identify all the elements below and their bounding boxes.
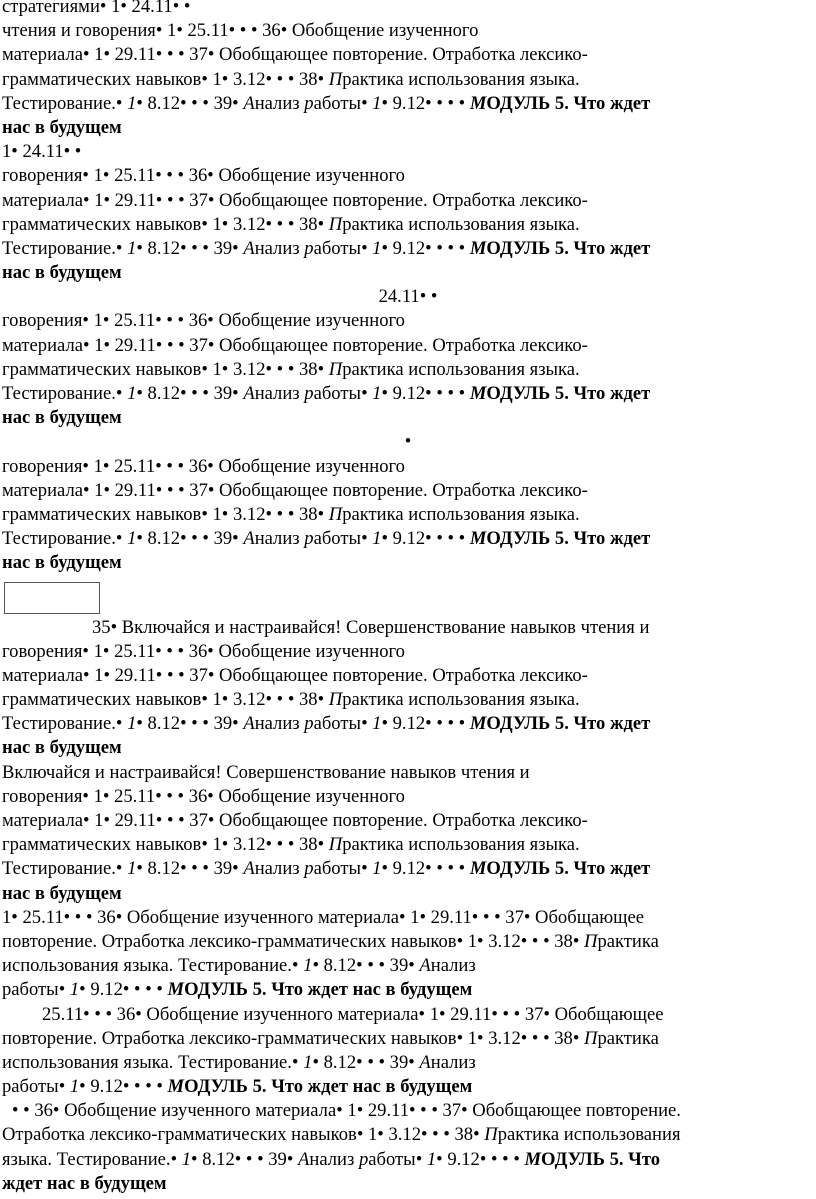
text-line: нас в будущем: [2, 882, 122, 904]
text-line: материала• 1• 29.11• • • 37• Обобщающее повторение. Отработка лексико-: [2, 810, 588, 831]
text-line: грамматических навыков• 1• 3.12• • • 38• Практика использования языка.: [2, 834, 580, 856]
text-line: говорения• 1• 25.11• • • 36• Обобщение изученного: [2, 455, 405, 477]
text-line: нас в будущем: [2, 552, 122, 574]
text-line: работы• 1• 9.12• • • • МОДУЛЬ 5. Что ждет нас в будущем: [2, 1076, 473, 1098]
text-line: использования языка. Тестирование.• 1• 8.12• • • 39• Анализ: [2, 955, 476, 977]
text-line: ждет нас в будущем: [2, 1172, 167, 1194]
text-line: чтения и говорения• 1• 25.11• • • 36• Обобщение изученного: [2, 20, 479, 42]
text-line: говорения• 1• 25.11• • • 36• Обобщение изученного: [2, 785, 405, 807]
text-line: языка. Тестирование.• 1• 8.12• • • 39• Анализ работы• 1• 9.12• • • • МОДУЛЬ 5. Что: [2, 1148, 661, 1170]
text-line: говорения• 1• 25.11• • • 36• Обобщение изученного: [2, 310, 405, 332]
text-line: нас в будущем: [2, 262, 122, 284]
text-line: говорения• 1• 25.11• • • 36• Обобщение изученного: [2, 165, 405, 187]
text-line: Отработка лексико-грамматических навыков• 1• 3.12• • • 38• Практика использования: [2, 1124, 681, 1146]
text-line: материала• 1• 29.11• • • 37• Обобщающее повторение. Отработка лексико-: [2, 664, 588, 686]
text-line: повторение. Отработка лексико-грамматических навыков• 1• 3.12• • • 38• Практика: [2, 930, 659, 952]
text-line: повторение. Отработка лексико-грамматических навыков• 1• 3.12• • • 38• Практика: [2, 1027, 659, 1049]
text-line: грамматических навыков• 1• 3.12• • • 38• Практика использования языка.: [2, 68, 580, 90]
text-line: материала• 1• 29.11• • • 37• Обобщающее повторение. Отработка лексико-: [2, 479, 588, 501]
text-line: нас в будущем: [2, 407, 122, 429]
text-line: грамматических навыков• 1• 3.12• • • 38• Практика использования языка.: [2, 689, 580, 711]
text-line: материала• 1• 29.11• • • 37• Обобщающее повторение. Отработка лексико-: [2, 44, 588, 66]
text-line: •: [404, 431, 412, 453]
document-page: [2, 0, 814, 1196]
text-line: Тестирование.• 1• 8.12• • • 39• Анализ работы• 1• 9.12• • • • МОДУЛЬ 5. Что ждет: [2, 383, 651, 404]
text-line: нас в будущем: [2, 116, 122, 138]
text-line: Тестирование.• 1• 8.12• • • 39• Анализ работы• 1• 9.12• • • • МОДУЛЬ 5. Что ждет: [2, 237, 651, 259]
text-line: Тестирование.• 1• 8.12• • • 39• Анализ работы• 1• 9.12• • • • МОДУЛЬ 5. Что ждет: [2, 528, 651, 550]
text-line: Включайся и настраивайся! Совершенствование навыков чтения и: [2, 761, 530, 783]
text-line: грамматических навыков• 1• 3.12• • • 38• Практика использования языка.: [2, 213, 580, 235]
text-line: стратегиями• 1• 24.11• •: [2, 0, 191, 17]
text-line: 35• Включайся и настраивайся! Совершенствование навыков чтения и: [92, 616, 650, 638]
text-line: Тестирование.• 1• 8.12• • • 39• Анализ работы• 1• 9.12• • • • МОДУЛЬ 5. Что ждет: [2, 92, 651, 114]
empty-image-frame: [4, 582, 100, 614]
text-line: нас в будущем: [2, 737, 122, 759]
text-line: говорения• 1• 25.11• • • 36• Обобщение изученного: [2, 640, 405, 662]
text-line: 25.11• • • 36• Обобщение изученного материала• 1• 29.11• • • 37• Обобщающее: [42, 1003, 664, 1025]
text-line: грамматических навыков• 1• 3.12• • • 38• Практика использования языка.: [2, 503, 580, 525]
text-line: материала• 1• 29.11• • • 37• Обобщающее повторение. Отработка лексико-: [2, 189, 588, 211]
text-line: материала• 1• 29.11• • • 37• Обобщающее повторение. Отработка лексико-: [2, 334, 588, 356]
text-line: Тестирование.• 1• 8.12• • • 39• Анализ работы• 1• 9.12• • • • МОДУЛЬ 5. Что ждет: [2, 713, 651, 735]
text-line: грамматических навыков• 1• 3.12• • • 38• Практика использования языка.: [2, 358, 580, 380]
text-line: использования языка. Тестирование.• 1• 8.12• • • 39• Анализ: [2, 1051, 476, 1073]
text-line: • • 36• Обобщение изученного материала• 1• 29.11• • • 37• Обобщающее повторение.: [12, 1100, 681, 1122]
text-line: 1• 24.11• •: [2, 141, 82, 163]
text-line: Тестирование.• 1• 8.12• • • 39• Анализ работы• 1• 9.12• • • • МОДУЛЬ 5. Что ждет: [2, 858, 651, 880]
text-line: 24.11• •: [378, 286, 438, 308]
text-line: работы• 1• 9.12• • • • МОДУЛЬ 5. Что ждет нас в будущем: [2, 979, 473, 1001]
text-line: 1• 25.11• • • 36• Обобщение изученного материала• 1• 29.11• • • 37• Обобщающее: [2, 906, 644, 928]
